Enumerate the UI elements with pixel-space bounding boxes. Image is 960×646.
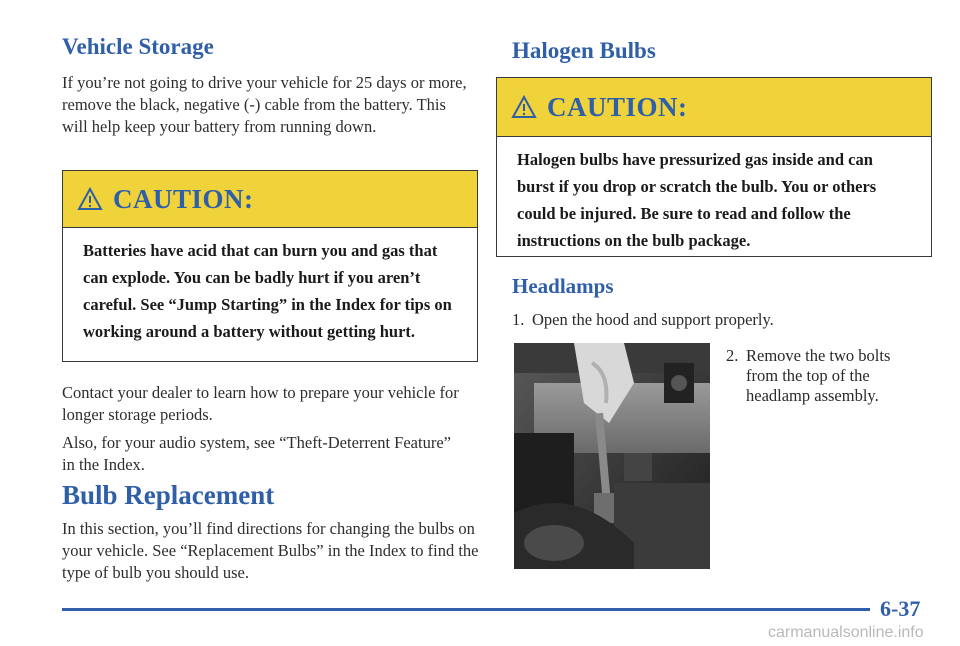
- contact-dealer-paragraph: Contact your dealer to learn how to prepare your vehicle for longer storage periods.: [62, 383, 459, 424]
- step-1: [512, 310, 912, 330]
- vehicle-storage-paragraph: If you’re not going to drive your vehicle for 25 days or more, remove the black, negative (-) cable from the battery. This will help keep your battery from running down.: [62, 73, 467, 136]
- caution-title: CAUTION:: [547, 91, 688, 122]
- step-number: 2.: [726, 346, 739, 365]
- warning-triangle-icon: [511, 95, 537, 119]
- halogen-bulbs-heading: Halogen Bulbs: [512, 38, 656, 63]
- step-number: 1.: [512, 310, 525, 329]
- headlamp-photo: [514, 343, 710, 569]
- caution-banner: [497, 78, 931, 137]
- step-text: Remove the two bolts from the top of the headlamp assembly.: [746, 346, 891, 405]
- halogen-caution-box: [496, 77, 932, 257]
- footer-rule: [62, 608, 870, 611]
- caution-banner: [63, 171, 477, 228]
- page-number: 6-37: [880, 596, 921, 621]
- step-2: [726, 346, 926, 406]
- caution-title: CAUTION:: [113, 183, 254, 214]
- watermark-text: carmanualsonline.info: [768, 624, 924, 641]
- battery-caution-box: [62, 170, 478, 362]
- warning-triangle-icon: [77, 187, 103, 211]
- audio-system-paragraph: Also, for your audio system, see “Theft-Deterrent Feature” in the Index.: [62, 433, 451, 474]
- bulb-replacement-paragraph: In this section, you’ll find directions for changing the bulbs on your vehicle. See “Replacement Bulbs” in the Index to find the type of bulb you should use.: [62, 519, 479, 582]
- step-text: Open the hood and support properly.: [532, 310, 774, 329]
- halogen-caution-text: Halogen bulbs have pressurized gas inside and can burst if you drop or scratch the bulb. You or others could be injured. Be sure to read and follow the instructions on the bulb package.: [517, 150, 877, 250]
- battery-caution-text: Batteries have acid that can burn you and gas that can explode. You can be badly hurt if you aren’t careful. See “Jump Starting” in the Index for tips on working around a battery without getting hurt.: [83, 241, 452, 341]
- vehicle-storage-heading: Vehicle Storage: [62, 34, 214, 59]
- headlamps-heading: Headlamps: [512, 274, 614, 298]
- headlamp-photo-illustration: [514, 343, 710, 569]
- bulb-replacement-heading: Bulb Replacement: [62, 480, 275, 510]
